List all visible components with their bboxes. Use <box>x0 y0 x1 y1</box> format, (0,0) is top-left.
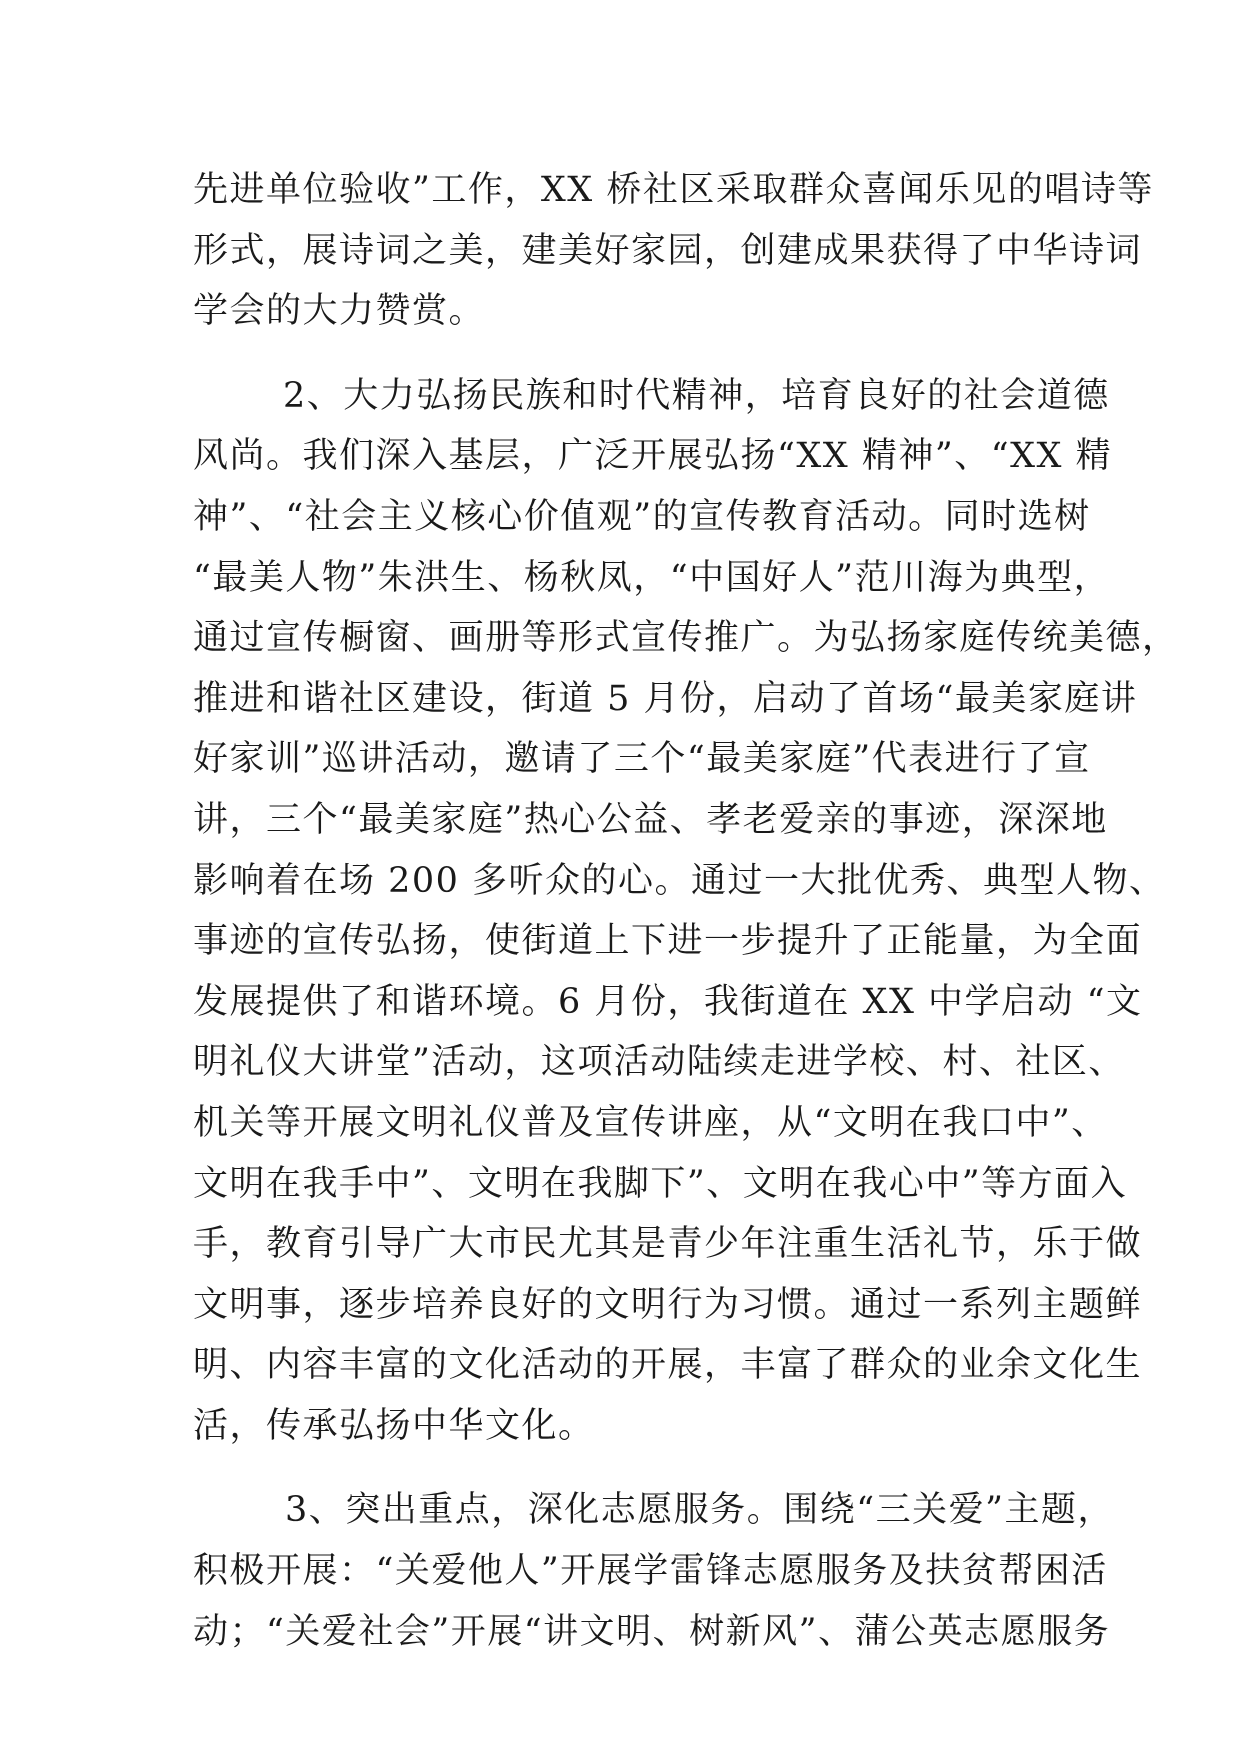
text-line: 文明事，逐步培养良好的文明行为习惯。通过一系列主题鲜 <box>193 1284 1143 1325</box>
text-line: 明礼仪大讲堂”活动，这项活动陆续走进学校、村、社区、 <box>193 1042 1125 1083</box>
text-line: 事迹的宣传弘扬，使街道上下进一步提升了正能量，为全面 <box>193 921 1143 962</box>
text-line: 文明在我手中”、文明在我脚下”、文明在我心中”等方面入 <box>193 1163 1128 1204</box>
text-line: 先进单位验收”工作，XX 桥社区采取群众喜闻乐见的唱诗等 <box>193 170 1154 210</box>
text-line: 神”、“社会主义核心价值观”的宣传教育活动。同时选树 <box>193 496 1091 537</box>
paragraph-gap <box>193 1456 1063 1480</box>
paragraph-continuation <box>193 160 1154 342</box>
text-line: 机关等开展文明礼仪普及宣传讲座，从“文明在我口中”、 <box>193 1102 1108 1143</box>
paragraph-gap <box>193 342 1063 366</box>
text-line: 活，传承弘扬中华文化。 <box>193 1405 595 1446</box>
text-line: 手，教育引导广大市民尤其是青少年注重生活礼节，乐于做 <box>193 1224 1143 1265</box>
paragraph-3 <box>193 1480 1115 1662</box>
text-line: 发展提供了和谐环境。6 月份，我街道在 XX 中学启动 “文 <box>193 981 1143 1022</box>
text-line: “最美人物”朱洪生、杨秋凤，“中国好人”范川海为典型， <box>193 557 1111 598</box>
paragraph-2 <box>193 366 1179 1457</box>
text-line: 动；“关爱社会”开展“讲文明、树新风”、蒲公英志愿服务 <box>193 1611 1111 1652</box>
text-line: 影响着在场 200 多听众的心。通过一大批优秀、典型人物、 <box>193 860 1166 901</box>
text-line: 讲，三个“最美家庭”热心公益、孝老爱亲的事迹，深深地 <box>193 799 1108 840</box>
text-line: 学会的大力赞赏。 <box>193 291 486 332</box>
text-line: 明、内容丰富的文化活动的开展，丰富了群众的业余文化生 <box>193 1345 1143 1386</box>
text-line: 推进和谐社区建设，街道 5 月份，启动了首场“最美家庭讲 <box>193 678 1138 719</box>
text-line: 形式，展诗词之美，建美好家园，创建成果获得了中华诗词 <box>193 230 1143 271</box>
text-line: 通过宣传橱窗、画册等形式宣传推广。为弘扬家庭传统美德， <box>193 618 1179 659</box>
text-line: 好家训”巡讲活动，邀请了三个“最美家庭”代表进行了宣 <box>193 739 1091 780</box>
text-line: 3、突出重点，深化志愿服务。围绕“三关爱”主题， <box>285 1490 1115 1531</box>
document-body <box>193 160 1179 1662</box>
text-line: 2、大力弘扬民族和时代精神，培育良好的社会道德 <box>283 375 1110 416</box>
text-line: 积极开展：“关爱他人”开展学雷锋志愿服务及扶贫帮困活 <box>193 1551 1108 1592</box>
text-line: 风尚。我们深入基层，广泛开展弘扬“XX 精神”、“XX 精 <box>193 436 1113 477</box>
